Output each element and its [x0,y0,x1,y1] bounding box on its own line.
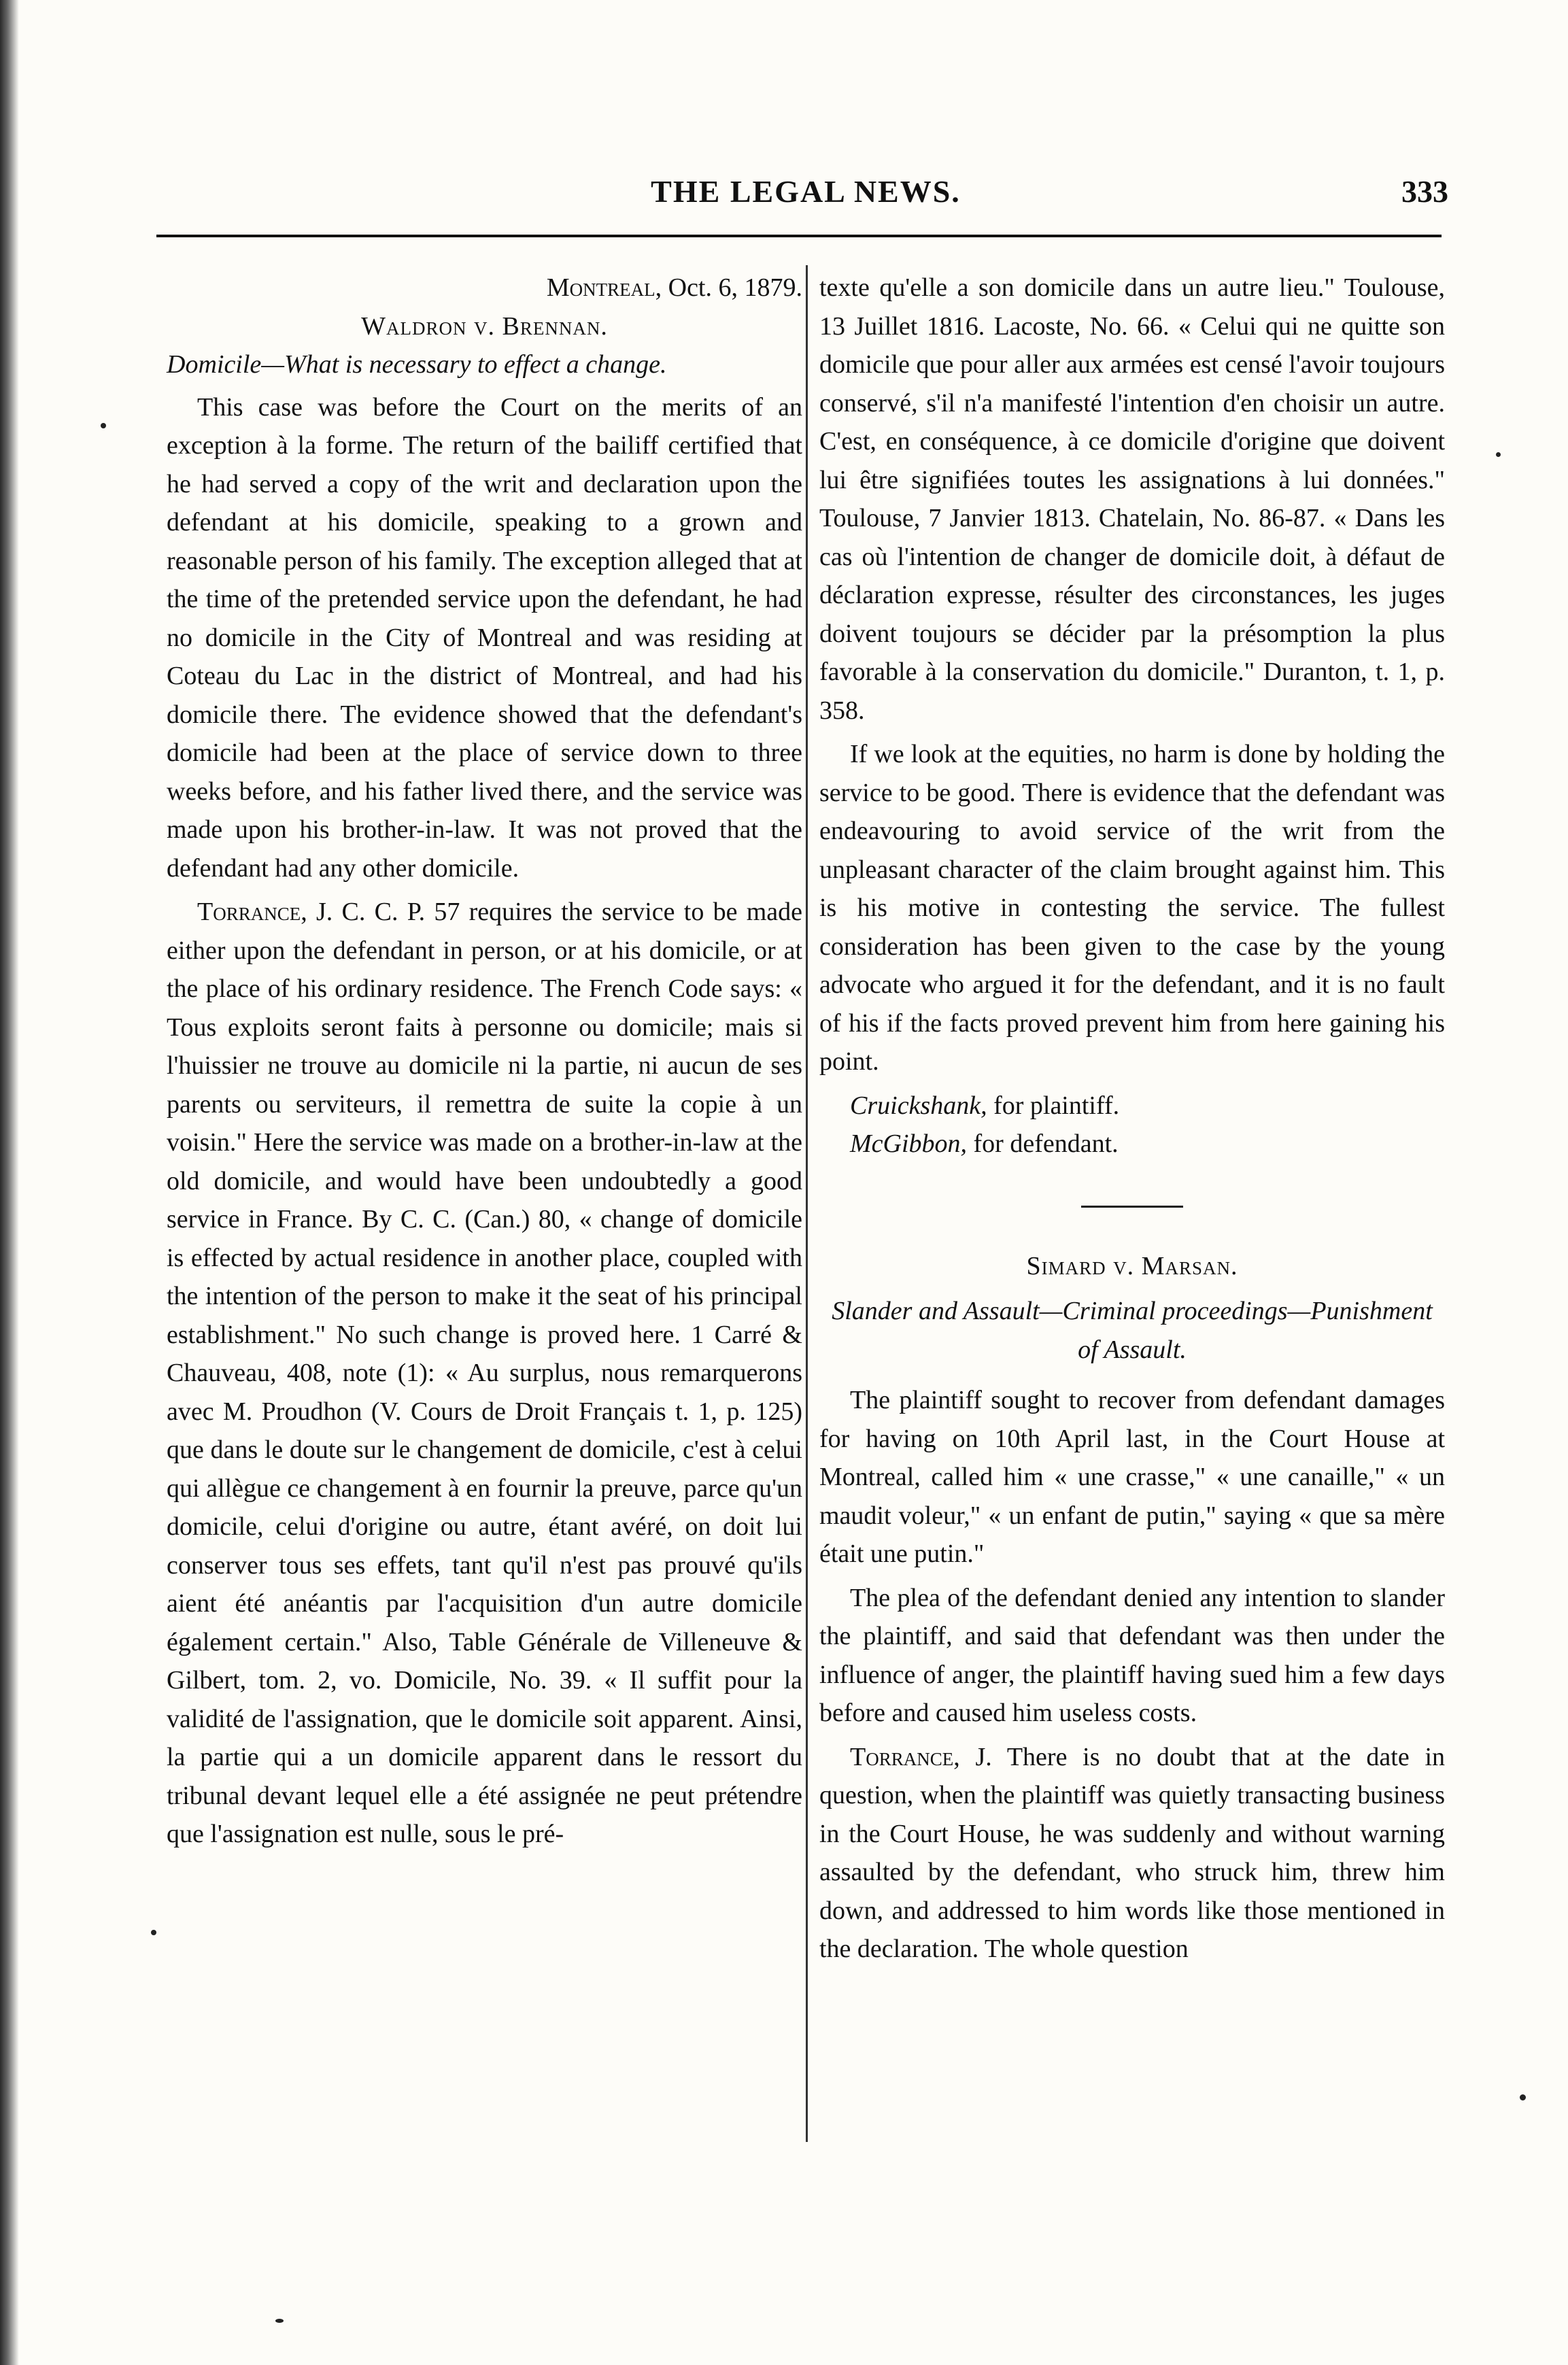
counsel-plaintiff [819,1087,1445,1125]
counsel-defendant-role: for defendant. [973,1129,1119,1158]
case2-paragraph-2: The plea of the defendant denied any intention to slander the plaintiff, and said that defendant was then under the influence of anger, the plaintiff having sued him a few days before and caused him useless costs. [819,1583,1445,1727]
case1-dateline [167,269,802,307]
case1-paragraph-2 [167,893,802,1854]
column-divider [806,265,808,2142]
case1-title: Waldron v. Brennan. [361,311,608,341]
scan-edge-shadow [0,0,19,2365]
case2-paragraph-3-text: J. There is no doubt that at the date in question, when the plaintiff was quietly transacting business in the Court House, he was suddenly and without warning assaulted by the defendant, who struck him, threw him down, and addressed to him words like those mentioned in the declaration. The whole question [819,1742,1446,1963]
counsel-plaintiff-role: for plaintiff. [993,1091,1120,1120]
ink-speck [101,423,106,428]
case2-judge-name: Torrance, [850,1742,960,1771]
case2-paragraph-1: The plaintiff sought to recover from defendant damages for having on 10th April last, in the Court House at Montreal, called him « une crasse," « une canaille," « un maudit voleur," « un enfant de putin," saying « que sa mère était une putin." [819,1386,1445,1568]
case2-title: Simard v. Marsan. [1026,1251,1238,1280]
header-rule [156,235,1442,237]
case1-headnote: Domicile—What is necessary to effect a change. [167,350,667,379]
ink-speck [1520,2094,1526,2100]
case1-paragraph-3: If we look at the equities, no harm is done by holding the service to be good. There is evidence that the defendant was endeavouring to avoid service of the writ from the unpleasant character of the claim brought against him. This is his motive in contesting the service. The fullest consideration has been given to the case by the young advocate who argued it for the defendant, and it is no fault of his if the facts proved prevent him from here gaining his point. [819,740,1445,1076]
case1-paragraph-2-continued: texte qu'elle a son domicile dans un autre lieu." Toulouse, 13 Juillet 1816. Lacoste, No. 66. « Celui qui ne quitte son domicile que pour aller aux armées est censé l'avoir toujours conservé, s'il n'a manifesté l'intention d'en choisir un autre. C'est, en conséquence, à ce domicile d'origine que doivent lui être signifiées toutes les assignations à lui données." Toulouse, 7 Janvier 1813. Chatelain, No. 86-87. « Dans les cas où l'intention de changer de domicile doit, à défaut de déclaration expresse, résulter des circonstances, les juges doivent toujours se décider par la présomption la plus favorable à la conservation du domicile." Duranton, t. 1, p. 358. [819,273,1445,725]
dateline-date: Oct. 6, 1879. [668,273,802,302]
counsel-defendant-name: McGibbon, [850,1129,968,1158]
case1-paragraph-2-text: J. C. C. P. 57 requires the service to be made either upon the defendant in person, or at his domicile, or at the place of his ordinary residence. The French Code says: « Tous exploits seront faits à personne ou domicile; mais si l'huissier ne trouve au domicile ni la partie, ni aucun de ses parents ou serviteurs, il remettra de suite la copie à un voisin." Here the service was made on a brother-in-law at the old domicile, and would have been undoubtedly a good service in France. By C. C. (Can.) 80, « change of domicile is effected by actual residence in another place, coupled with the intention of the person to make it the seat of his principal establishment." No such change is proved here. 1 Carré & Chauveau, 408, note (1): « Au surplus, nous remarquerons avec M. Proudhon (V. Cours de Droit Français t. 1, p. 125) que dans le doute sur le changement de domicile, c'est à celui qui allègue ce changement à en fournir la preuve, parce qu'un domicile, celui d'origine ou autre, étant avéré, on doit lui conserver tous ses effets, tant qu'il n'est pas prouvé qu'ils aient été anéantis par l'acquisition d'un autre domicile également certain." Also, Table Générale de Villeneuve & Gilbert, tom. 2, vo. Domicile, No. 39. « Il suffit pour la validité de l'assignation, que le domicile soit apparent. Ainsi, la partie qui a un domicile apparent dans le ressort du tribunal devant lequel elle a été assignée ne peut prétendre que l'assignation est nulle, sous le pré- [167,898,802,1848]
ink-speck [275,2319,284,2323]
left-column [167,269,802,1859]
running-title: THE LEGAL NEWS. [651,174,961,209]
counsel-defendant [819,1125,1445,1163]
case-separator-rule [1081,1206,1183,1208]
dateline-place: Montreal, [546,273,662,302]
judge-name: Torrance, [197,898,307,926]
case1-paragraph-1: This case was before the Court on the merits of an exception à la forme. The return of the bailiff certified that he had served a copy of the writ and declaration upon the defendant at his domicile, speaking to a grown and reasonable person of his family. The exception alleged that at the time of the pretended service upon the defendant, he had no domicile in the City of Montreal and was residing at Coteau du Lac in the district of Montreal, and had his domicile there. The evidence showed that the defendant's domicile had been at the place of service down to three weeks before, and his father lived there, and the service was made upon his brother-in-law. It was not proved that the defendant had any other domicile. [167,392,802,883]
page-header [163,173,1448,221]
ink-speck [1496,452,1501,457]
page-number: 333 [1401,174,1448,209]
case2-paragraph-3 [819,1738,1445,1969]
right-column [819,269,1445,1974]
counsel-plaintiff-name: Cruickshank, [850,1091,987,1120]
case2-headnote: Slander and Assault—Criminal proceedings—Punishment of Assault. [832,1297,1433,1364]
ink-speck [151,1930,156,1935]
